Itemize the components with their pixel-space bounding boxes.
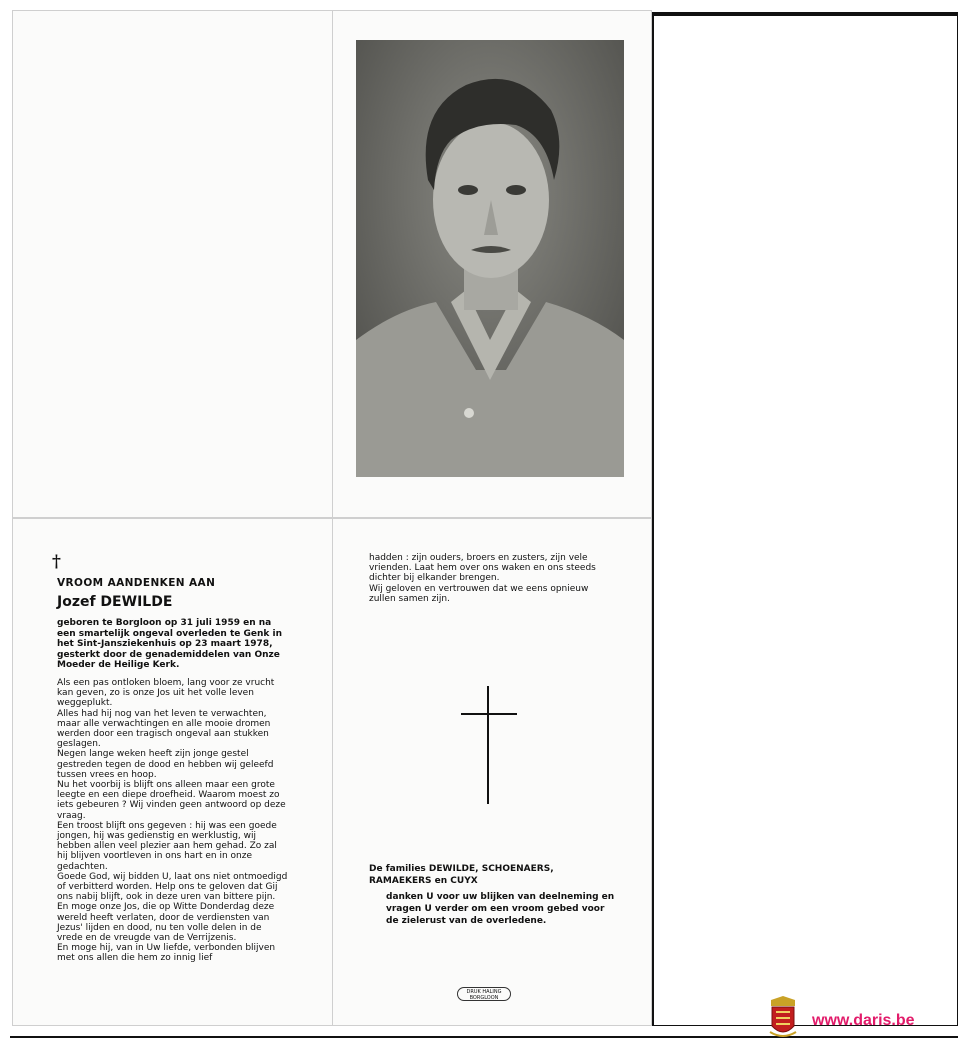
card-panel-top-left (12, 10, 332, 518)
printer-stamp (457, 987, 511, 1001)
deceased-name: Jozef DEWILDE (57, 594, 173, 610)
printer-name: DRUK HALING (466, 989, 502, 995)
text-paragraph: Wij geloven en vertrouwen dat we eens opnieuw zullen samen zijn. (369, 583, 589, 604)
text-paragraph: Negen lange weken heeft zijn jonge gestel gestreden tegen de dood en hebben wij geleefd tussen vrees en hoop. (57, 749, 274, 780)
scan-frame-bottom-line (10, 1036, 958, 1038)
text-paragraph: Nu het voorbij is blijft ons alleen maar een grote leegte en een diepe droefheid. Waarom moest zo iets gebeuren ? Wij vinden geen antwoord op deze vraag. (57, 780, 286, 821)
coat-of-arms-icon (768, 996, 798, 1040)
scan-frame-right (652, 12, 958, 1026)
site-watermark[interactable]: www.daris.be (812, 1012, 915, 1029)
text-paragraph: Een troost blijft ons gegeven : hij was een goede jongen, hij was gedienstig en werklustig, wij hebben allen veel plezier aan hem gehad. Zo zal hij blijven voortleven in ons hart en in onze gedachten. (57, 820, 277, 872)
memorial-heading: VROOM AANDENKEN AAN (57, 577, 216, 589)
birth-death-intro: geboren te Borgloon op 31 juli 1959 en na een smartelijk ongeval overleden te Genk in het Sint-Jansziekenhuis op 23 maart 1978, gesterkt door de genademiddelen van Onze Moeder de Heilige Kerk. (57, 618, 282, 670)
text-paragraph: Goede God, wij bidden U, laat ons niet ontmoedigd of verbitterd worden. Help ons te geloven dat Gij ons nabij blijft, ook in deze uren van bittere pijn. (57, 871, 288, 903)
cross-icon-vertical (487, 686, 489, 804)
printer-town: BORGLOON (469, 995, 499, 1001)
cross-symbol: † (52, 552, 61, 572)
text-paragraph: Alles had hij nog van het leven te verwachten, maar alle verwachtingen en alle mooie dromen werden door een tragisch ongeval aan stukken geslagen. (57, 708, 271, 750)
text-paragraph: En moge onze Jos, die op Witte Donderdag deze wereld heeft verlaten, door de verdiensten van Jezus' lijden en dood, nu ten volle delen in de vrede en de vreugde van de Verrijzenis. (57, 902, 275, 944)
text-paragraph: Als een pas ontloken bloem, lang voor ze vrucht kan geven, zo is onze Jos uit het volle leven weggeplukt. (57, 678, 275, 709)
thanks-text: danken U voor uw blijken van deelneming en vragen U verder om een vroom gebed voor de zielerust van de overledene. (386, 892, 615, 926)
text-paragraph: hadden : zijn ouders, broers en zusters, zijn vele vrienden. Laat hem over ons waken en ons steeds dichter bij elkander brengen. (369, 553, 596, 584)
cross-icon-horizontal (461, 713, 517, 715)
memorial-text-left (57, 678, 289, 964)
portrait-photo (356, 40, 624, 477)
memorial-text-right (369, 553, 609, 604)
families-line: De families DEWILDE, SCHOENAERS, RAMAEKERS en CUYX (369, 864, 554, 886)
text-paragraph: En moge hij, van in Uw liefde, verbonden blijven met ons allen die hem zo innig lief (57, 943, 276, 964)
